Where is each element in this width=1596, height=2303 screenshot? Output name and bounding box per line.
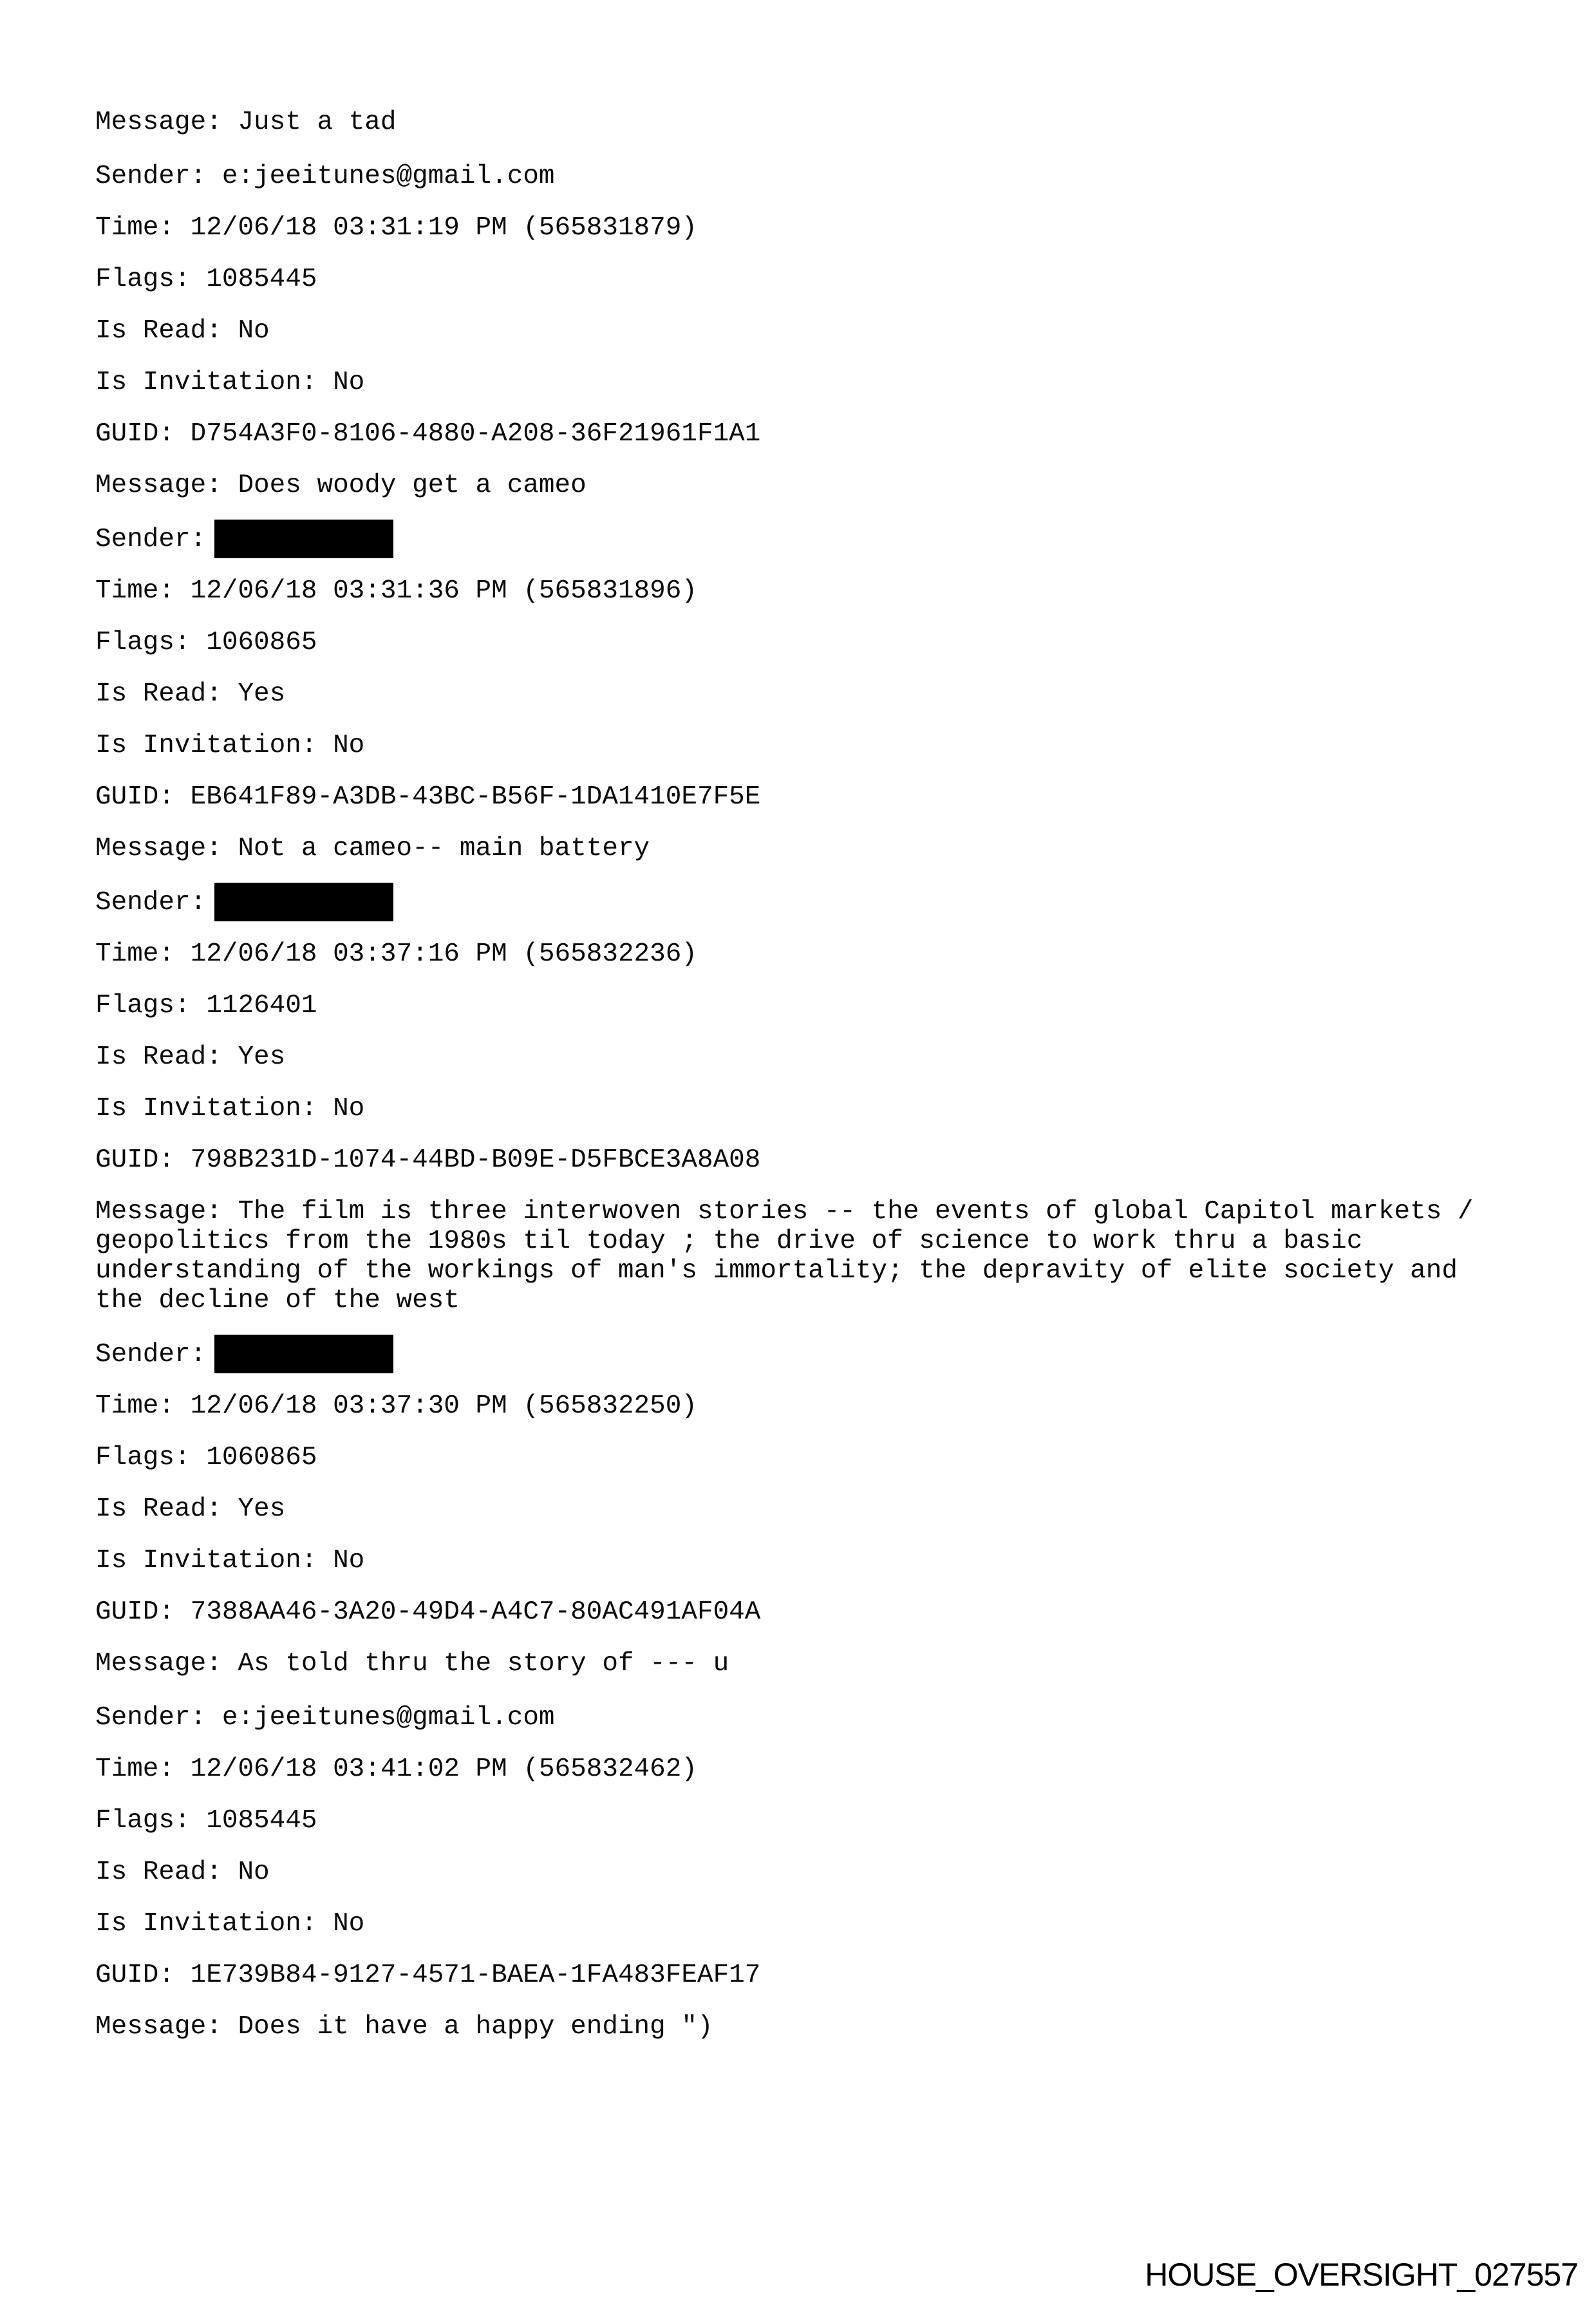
field-value: Not a cameo-- main battery bbox=[238, 834, 650, 863]
field-label: Flags: bbox=[95, 265, 191, 294]
field-value: Yes bbox=[238, 679, 286, 709]
flags-field bbox=[95, 1443, 1596, 1472]
field-value: 1126401 bbox=[206, 991, 317, 1020]
field-value: e:jeeitunes@gmail.com bbox=[221, 162, 555, 191]
field-label: Time: bbox=[95, 1754, 175, 1784]
field-value: Does woody get a cameo bbox=[238, 471, 587, 500]
sender-field bbox=[95, 1340, 1596, 1369]
field-label: GUID: bbox=[95, 1597, 175, 1627]
field-label: Message: bbox=[95, 471, 222, 500]
field-value: Just a tad bbox=[238, 108, 397, 137]
field-label: Sender: bbox=[95, 525, 207, 554]
message-field bbox=[95, 471, 1596, 500]
time-field bbox=[95, 213, 1596, 243]
field-value: D754A3F0-8106-4880-A208-36F21961F1A1 bbox=[190, 419, 761, 449]
field-value: No bbox=[238, 1857, 270, 1887]
record-block bbox=[95, 1703, 1596, 2042]
field-label: Message: bbox=[95, 1649, 222, 1678]
field-value: 1085445 bbox=[206, 265, 317, 294]
field-value: 12/06/18 03:37:30 PM (565832250) bbox=[190, 1391, 697, 1421]
field-label: Flags: bbox=[95, 991, 191, 1020]
field-label: GUID: bbox=[95, 1145, 175, 1175]
field-label: Is Read: bbox=[95, 1494, 222, 1524]
sender-field bbox=[95, 162, 1596, 191]
is-read-field bbox=[95, 1857, 1596, 1887]
is-read-field bbox=[95, 679, 1596, 709]
field-value: 12/06/18 03:31:36 PM (565831896) bbox=[190, 576, 697, 606]
field-value: 1060865 bbox=[206, 1443, 317, 1472]
record-block bbox=[95, 162, 1596, 500]
field-label: Time: bbox=[95, 1391, 175, 1421]
record-block bbox=[95, 525, 1596, 863]
field-label: Is Read: bbox=[95, 1857, 222, 1887]
field-label: Sender: bbox=[95, 1340, 207, 1369]
field-value: As told thru the story of --- u bbox=[238, 1649, 729, 1678]
message-field bbox=[95, 1197, 1513, 1315]
time-field bbox=[95, 1754, 1596, 1784]
redaction-bar bbox=[214, 520, 393, 558]
field-label: Is Read: bbox=[95, 316, 222, 346]
field-label: GUID: bbox=[95, 782, 175, 812]
field-label: Flags: bbox=[95, 628, 191, 657]
time-field bbox=[95, 576, 1596, 606]
field-label: Sender: bbox=[95, 162, 207, 191]
field-value: No bbox=[333, 1909, 365, 1939]
sender-field bbox=[95, 525, 1596, 554]
field-label: Is Read: bbox=[95, 679, 222, 709]
field-value: 1060865 bbox=[206, 628, 317, 657]
field-value: 7388AA46-3A20-49D4-A4C7-80AC491AF04A bbox=[190, 1597, 761, 1627]
field-label: GUID: bbox=[95, 419, 175, 449]
message-field bbox=[95, 108, 1596, 137]
field-label: Is Invitation: bbox=[95, 1909, 317, 1939]
field-label: Is Read: bbox=[95, 1042, 222, 1072]
field-value: No bbox=[333, 1546, 365, 1575]
field-value: Yes bbox=[238, 1494, 286, 1524]
sender-field bbox=[95, 888, 1596, 917]
flags-field bbox=[95, 1806, 1596, 1836]
field-value: 798B231D-1074-44BD-B09E-D5FBCE3A8A08 bbox=[190, 1145, 761, 1175]
field-value: 12/06/18 03:41:02 PM (565832462) bbox=[190, 1754, 697, 1784]
field-value: 12/06/18 03:31:19 PM (565831879) bbox=[190, 213, 697, 243]
is-invitation-field bbox=[95, 731, 1596, 760]
guid-field bbox=[95, 419, 1596, 449]
field-label: Sender: bbox=[95, 888, 207, 917]
flags-field bbox=[95, 628, 1596, 657]
field-value: Yes bbox=[238, 1042, 286, 1072]
is-read-field bbox=[95, 1042, 1596, 1072]
field-value: No bbox=[333, 1094, 365, 1123]
flags-field bbox=[95, 991, 1596, 1020]
record-block bbox=[95, 108, 1596, 137]
field-label: Flags: bbox=[95, 1443, 191, 1472]
is-read-field bbox=[95, 316, 1596, 346]
sender-field bbox=[95, 1703, 1596, 1733]
field-label: Is Invitation: bbox=[95, 731, 317, 760]
record-block bbox=[95, 1340, 1596, 1678]
field-label: Time: bbox=[95, 939, 175, 969]
redaction-bar bbox=[214, 883, 393, 921]
message-field bbox=[95, 1649, 1596, 1678]
is-invitation-field bbox=[95, 1546, 1596, 1575]
field-value: Does it have a happy ending ") bbox=[238, 2012, 713, 2042]
field-label: Is Invitation: bbox=[95, 1546, 317, 1575]
is-invitation-field bbox=[95, 1909, 1596, 1939]
field-label: Is Invitation: bbox=[95, 368, 317, 397]
is-invitation-field bbox=[95, 1094, 1596, 1123]
is-read-field bbox=[95, 1494, 1596, 1524]
field-value: 12/06/18 03:37:16 PM (565832236) bbox=[190, 939, 697, 969]
field-label: Message: bbox=[95, 834, 222, 863]
field-label: Message: bbox=[95, 2012, 222, 2042]
field-label: Is Invitation: bbox=[95, 1094, 317, 1123]
is-invitation-field bbox=[95, 368, 1596, 397]
time-field bbox=[95, 939, 1596, 969]
field-value: 1E739B84-9127-4571-BAEA-1FA483FEAF17 bbox=[190, 1960, 761, 1990]
bates-number: HOUSE_OVERSIGHT_027557 bbox=[1145, 2257, 1578, 2293]
field-label: Time: bbox=[95, 576, 175, 606]
field-label: Time: bbox=[95, 213, 175, 243]
guid-field bbox=[95, 1960, 1596, 1990]
field-value: No bbox=[333, 731, 365, 760]
field-label: Flags: bbox=[95, 1806, 191, 1836]
record-block bbox=[95, 888, 1596, 1315]
field-label: Message: bbox=[95, 1197, 222, 1227]
field-value: EB641F89-A3DB-43BC-B56F-1DA1410E7F5E bbox=[190, 782, 761, 812]
time-field bbox=[95, 1391, 1596, 1421]
message-field bbox=[95, 834, 1596, 863]
field-label: Message: bbox=[95, 108, 222, 137]
redaction-bar bbox=[214, 1335, 393, 1373]
message-field bbox=[95, 2012, 1596, 2042]
field-value: No bbox=[333, 368, 365, 397]
field-value: e:jeeitunes@gmail.com bbox=[221, 1703, 555, 1733]
guid-field bbox=[95, 1145, 1596, 1175]
field-value: 1085445 bbox=[206, 1806, 317, 1836]
guid-field bbox=[95, 782, 1596, 812]
field-value: The film is three interwoven stories -- the events of global Capitol markets / geopolitics from the 1980s til today ; the drive of science to work thru a basic understanding of the workings of man's immortality; the depravity of elite society and the decline of the west bbox=[95, 1197, 1474, 1315]
field-label: GUID: bbox=[95, 1960, 175, 1990]
flags-field bbox=[95, 265, 1596, 294]
field-value: No bbox=[238, 316, 270, 346]
guid-field bbox=[95, 1597, 1596, 1627]
field-label: Sender: bbox=[95, 1703, 207, 1733]
